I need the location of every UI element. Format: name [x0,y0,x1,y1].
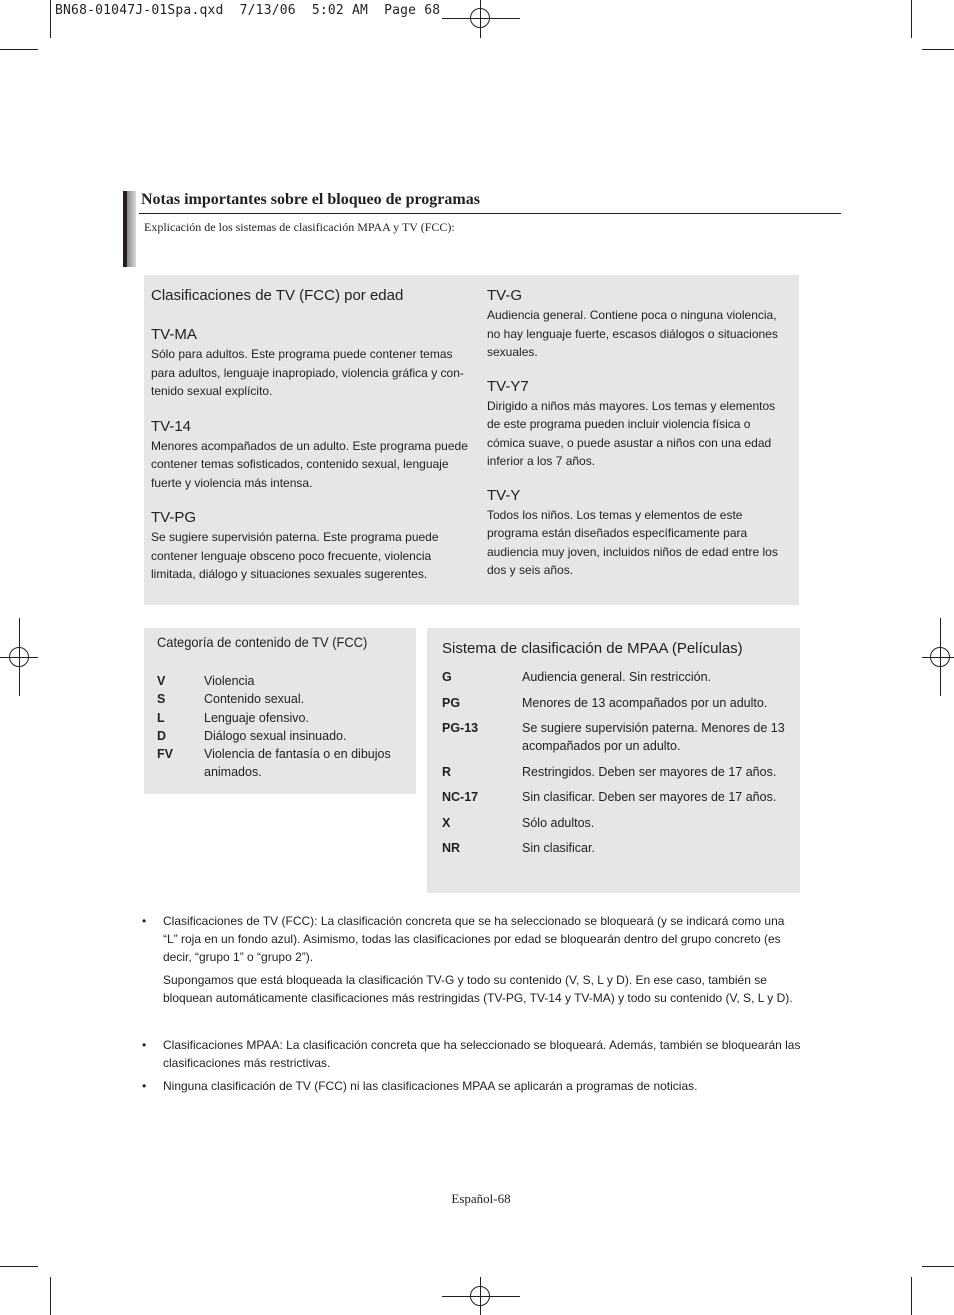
list-item [442,668,794,686]
category-code: D [157,728,167,743]
page-number: Español-68 [451,1191,511,1206]
mpaa-code: R [442,764,452,779]
note-body [163,1036,802,1072]
section-rule [139,213,841,214]
mpaa-code: NR [442,841,461,855]
list-item [442,694,794,712]
mpaa-label: Sin clasificar. [522,841,595,855]
mpaa-label: Menores de 13 acompañados por un adulto. [522,695,768,710]
tv-age-title: Clasificaciones de TV (FCC) por edad [151,287,404,304]
rating-code: TV-Y7 [487,377,529,395]
rating-code: TV-MA [151,326,197,343]
list-item [442,788,794,806]
rating-item [487,287,787,362]
note-body [163,1077,697,1095]
rating-description: Dirigido a niños más mayores. Los temas y elementos de este programa pueden incluir violencia física o cómica suave, o puede asustar a niños con una edad inferior a los 7 años. [487,398,776,468]
mpaa-code: NC-17 [442,790,479,804]
category-label: Contenido sexual. [204,692,305,707]
rating-description: Se sugiere supervisión paterna. Este programa puede contener lenguaje obsceno poco frecuente, violencia limitada, diálogo y situaciones sexuales sugerentes. [151,530,439,581]
rating-description: Menores acompañados de un adulto. Este programa puede contener temas sofisticados, contenido sexual, lenguaje fuerte y violencia más intensa. [151,438,468,490]
note-paragraph: Clasificaciones MPAA: La clasificación concreta que ha seleccionado se bloqueará. Además, también se bloquearán las clasificaciones más restrictivas. [163,1038,801,1070]
content-category-list [157,672,407,782]
rating-code: TV-Y [487,486,521,504]
section-title: Notas importantes sobre el bloqueo de programas [141,191,480,208]
mpaa-label: Audiencia general. Sin restricción. [522,670,711,684]
mpaa-label: Se sugiere supervisión paterna. Menores de 13 acompañados por un adulto. [522,721,785,753]
category-label: Violencia [204,674,255,688]
list-item [442,814,794,832]
content-category-title: Categoría de contenido de TV (FCC) [157,634,368,650]
notes-list [142,912,802,1095]
note-item [142,1077,802,1095]
mpaa-label: Restringidos. Deben ser mayores de 17 años. [522,764,777,779]
list-item [157,690,407,708]
mpaa-code: PG-13 [442,721,479,735]
note-item [142,1036,802,1072]
note-paragraph: Supongamos que está bloqueada la clasificación TV-G y todo su contenido (V, S, L y D). En ese caso, también se bloquean automáticamente clasificaciones más restringidas (TV-PG, TV-14 y TV-MA) y todo su contenido (V, S, L y D). [163,973,793,1005]
note-item [142,912,802,1007]
bullet: • [142,1079,147,1093]
list-item [157,672,407,690]
category-label: Diálogo sexual insinuado. [204,728,347,743]
note-body [163,912,802,1007]
mpaa-list [442,668,794,865]
note-paragraph: Clasificaciones de TV (FCC): La clasificación concreta que se ha seleccionado se bloqueará (y se indicará como una “L” roja en un fondo azul). Asimismo, todas las clasificaciones por edad se bloquearán dentro del grupo concreto (es decir, “grupo 1” o “grupo 2”). [163,914,785,964]
list-item [442,763,794,781]
list-item [442,839,794,857]
category-label: Violencia de fantasía o en dibujos animados. [204,747,391,780]
list-item [157,727,407,745]
rating-code: TV-PG [151,509,197,526]
bullet: • [142,914,147,928]
list-item [157,745,407,782]
print-slug: BN68-01047J-01Spa.qxd 7/13/06 5:02 AM Page 68 [55,3,441,18]
rating-code: TV-G [487,287,523,304]
section-bar-gradient [127,191,136,267]
category-label: Lenguaje ofensivo. [204,710,309,725]
rating-description: Audiencia general. Contiene poca o ninguna violencia, no hay lenguaje fuerte, escasos diálogos o situaciones sexuales. [487,308,778,359]
rating-item [151,418,471,493]
category-code: L [157,710,165,725]
rating-code: TV-14 [151,417,192,435]
rating-item [487,378,787,471]
rating-item [487,487,787,580]
bullet: • [142,1038,147,1052]
mpaa-label: Sin clasificar. Deben ser mayores de 17 años. [522,790,777,804]
list-item [157,709,407,727]
tv-age-left-column [151,287,471,601]
list-item [442,719,794,755]
category-code: S [157,692,166,707]
rating-description: Sólo para adultos. Este programa puede contener temas para adultos, lenguaje inapropiado, violencia gráfica y con- tenido sexual explícito. [151,347,464,398]
rating-description: Todos los niños. Los temas y elementos de este programa están diseñados específicamente para audiencia muy joven, incluidos niños de edad entre los dos y seis años. [487,507,778,577]
mpaa-code: X [442,815,451,830]
rating-item [151,509,471,584]
note-paragraph: Ninguna clasificación de TV (FCC) ni las clasificaciones MPAA se aplicarán a programas de noticias. [163,1079,698,1093]
section-subtitle: Explicación de los sistemas de clasificación MPAA y TV (FCC): [144,220,455,234]
category-code: FV [157,747,173,762]
mpaa-code: G [442,670,452,684]
category-code: V [157,674,166,688]
mpaa-title: Sistema de clasificación de MPAA (Películas) [442,640,743,657]
mpaa-label: Sólo adultos. [522,815,595,830]
rating-item [151,326,471,401]
mpaa-code: PG [442,695,461,710]
tv-age-right-column [487,287,787,596]
